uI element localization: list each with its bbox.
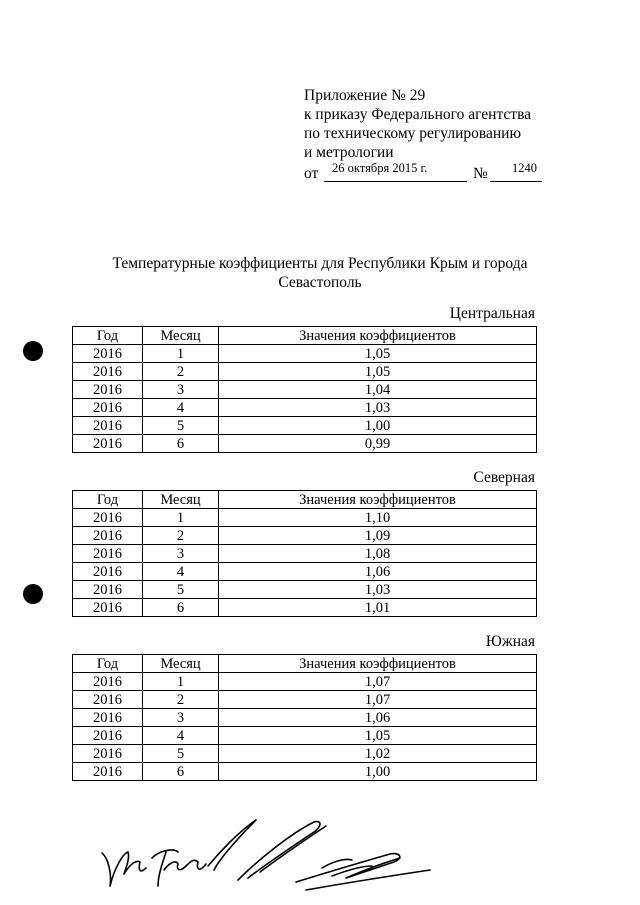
cell-value: 1,02 — [219, 745, 537, 763]
order-number: 1240 — [512, 161, 537, 175]
cell-month: 3 — [143, 709, 219, 727]
table-row — [73, 527, 537, 545]
cell-year: 2016 — [73, 709, 143, 727]
cell-month: 1 — [143, 345, 219, 363]
table-row — [73, 599, 537, 617]
order-date-row — [304, 162, 554, 182]
order-reference-line: и метрологии — [304, 144, 394, 161]
column-header-year: Год — [73, 327, 143, 345]
coefficients-table-central — [72, 326, 537, 453]
table-header-row — [73, 327, 537, 345]
appendix-number: Приложение № 29 — [304, 87, 426, 104]
table-row — [73, 345, 537, 363]
cell-value: 1,00 — [219, 763, 537, 781]
cell-month: 4 — [143, 727, 219, 745]
cell-value: 1,04 — [219, 381, 537, 399]
cell-year: 2016 — [73, 363, 143, 381]
order-reference-line: по техническому регулированию — [304, 125, 522, 142]
cell-month: 2 — [143, 363, 219, 381]
cell-year: 2016 — [73, 435, 143, 453]
cell-value: 1,03 — [219, 399, 537, 417]
column-header-value: Значения коэффициентов — [219, 655, 537, 673]
coefficients-table-northern — [72, 490, 537, 617]
cell-year: 2016 — [73, 417, 143, 435]
table-row — [73, 709, 537, 727]
table-row — [73, 673, 537, 691]
cell-value: 1,00 — [219, 417, 537, 435]
cell-month: 3 — [143, 381, 219, 399]
region-label-southern: Южная — [485, 633, 535, 650]
cell-month: 1 — [143, 673, 219, 691]
table-row — [73, 435, 537, 453]
cell-value: 1,09 — [219, 527, 537, 545]
cell-value: 1,01 — [219, 599, 537, 617]
table-row — [73, 581, 537, 599]
cell-year: 2016 — [73, 381, 143, 399]
cell-year: 2016 — [73, 599, 143, 617]
column-header-month: Месяц — [143, 655, 219, 673]
cell-month: 2 — [143, 527, 219, 545]
table-row — [73, 745, 537, 763]
cell-month: 5 — [143, 417, 219, 435]
table-row — [73, 417, 537, 435]
cell-year: 2016 — [73, 527, 143, 545]
handwritten-signature — [100, 818, 440, 898]
column-header-month: Месяц — [143, 491, 219, 509]
table-header-row — [73, 491, 537, 509]
table-row — [73, 545, 537, 563]
column-header-value: Значения коэффициентов — [219, 327, 537, 345]
table-row — [73, 563, 537, 581]
cell-month: 5 — [143, 745, 219, 763]
cell-value: 1,06 — [219, 563, 537, 581]
cell-year: 2016 — [73, 509, 143, 527]
cell-year: 2016 — [73, 673, 143, 691]
cell-year: 2016 — [73, 745, 143, 763]
column-header-year: Год — [73, 491, 143, 509]
cell-value: 1,10 — [219, 509, 537, 527]
cell-year: 2016 — [73, 545, 143, 563]
cell-month: 6 — [143, 435, 219, 453]
cell-value: 1,05 — [219, 345, 537, 363]
table-header-row — [73, 655, 537, 673]
cell-year: 2016 — [73, 727, 143, 745]
cell-month: 6 — [143, 763, 219, 781]
table-row — [73, 763, 537, 781]
appendix-header — [304, 86, 554, 182]
coefficients-table-southern — [72, 654, 537, 781]
order-date: 26 октября 2015 г. — [332, 161, 428, 175]
column-header-value: Значения коэффициентов — [219, 491, 537, 509]
cell-value: 1,06 — [219, 709, 537, 727]
cell-month: 6 — [143, 599, 219, 617]
column-header-year: Год — [73, 655, 143, 673]
cell-year: 2016 — [73, 581, 143, 599]
region-label-northern: Северная — [473, 469, 535, 486]
region-label-central: Центральная — [449, 305, 535, 322]
table-row — [73, 691, 537, 709]
cell-value: 1,08 — [219, 545, 537, 563]
cell-year: 2016 — [73, 345, 143, 363]
table-row — [73, 509, 537, 527]
table-row — [73, 381, 537, 399]
cell-year: 2016 — [73, 399, 143, 417]
order-reference-line: к приказу Федерального агентства — [304, 106, 532, 123]
cell-month: 2 — [143, 691, 219, 709]
table-row — [73, 727, 537, 745]
punch-hole — [23, 341, 43, 361]
date-prefix: от — [304, 165, 319, 182]
cell-month: 4 — [143, 563, 219, 581]
cell-value: 1,07 — [219, 673, 537, 691]
cell-month: 4 — [143, 399, 219, 417]
cell-year: 2016 — [73, 563, 143, 581]
cell-year: 2016 — [73, 763, 143, 781]
cell-year: 2016 — [73, 691, 143, 709]
document-title: Температурные коэффициенты для Республики Крым и города Севастополь — [112, 255, 528, 291]
cell-month: 5 — [143, 581, 219, 599]
cell-month: 3 — [143, 545, 219, 563]
table-row — [73, 399, 537, 417]
cell-value: 1,05 — [219, 363, 537, 381]
number-sign: № — [473, 165, 488, 182]
cell-value: 1,05 — [219, 727, 537, 745]
cell-value: 1,03 — [219, 581, 537, 599]
cell-value: 1,07 — [219, 691, 537, 709]
punch-hole — [23, 584, 43, 604]
cell-month: 1 — [143, 509, 219, 527]
cell-value: 0,99 — [219, 435, 537, 453]
table-row — [73, 363, 537, 381]
column-header-month: Месяц — [143, 327, 219, 345]
